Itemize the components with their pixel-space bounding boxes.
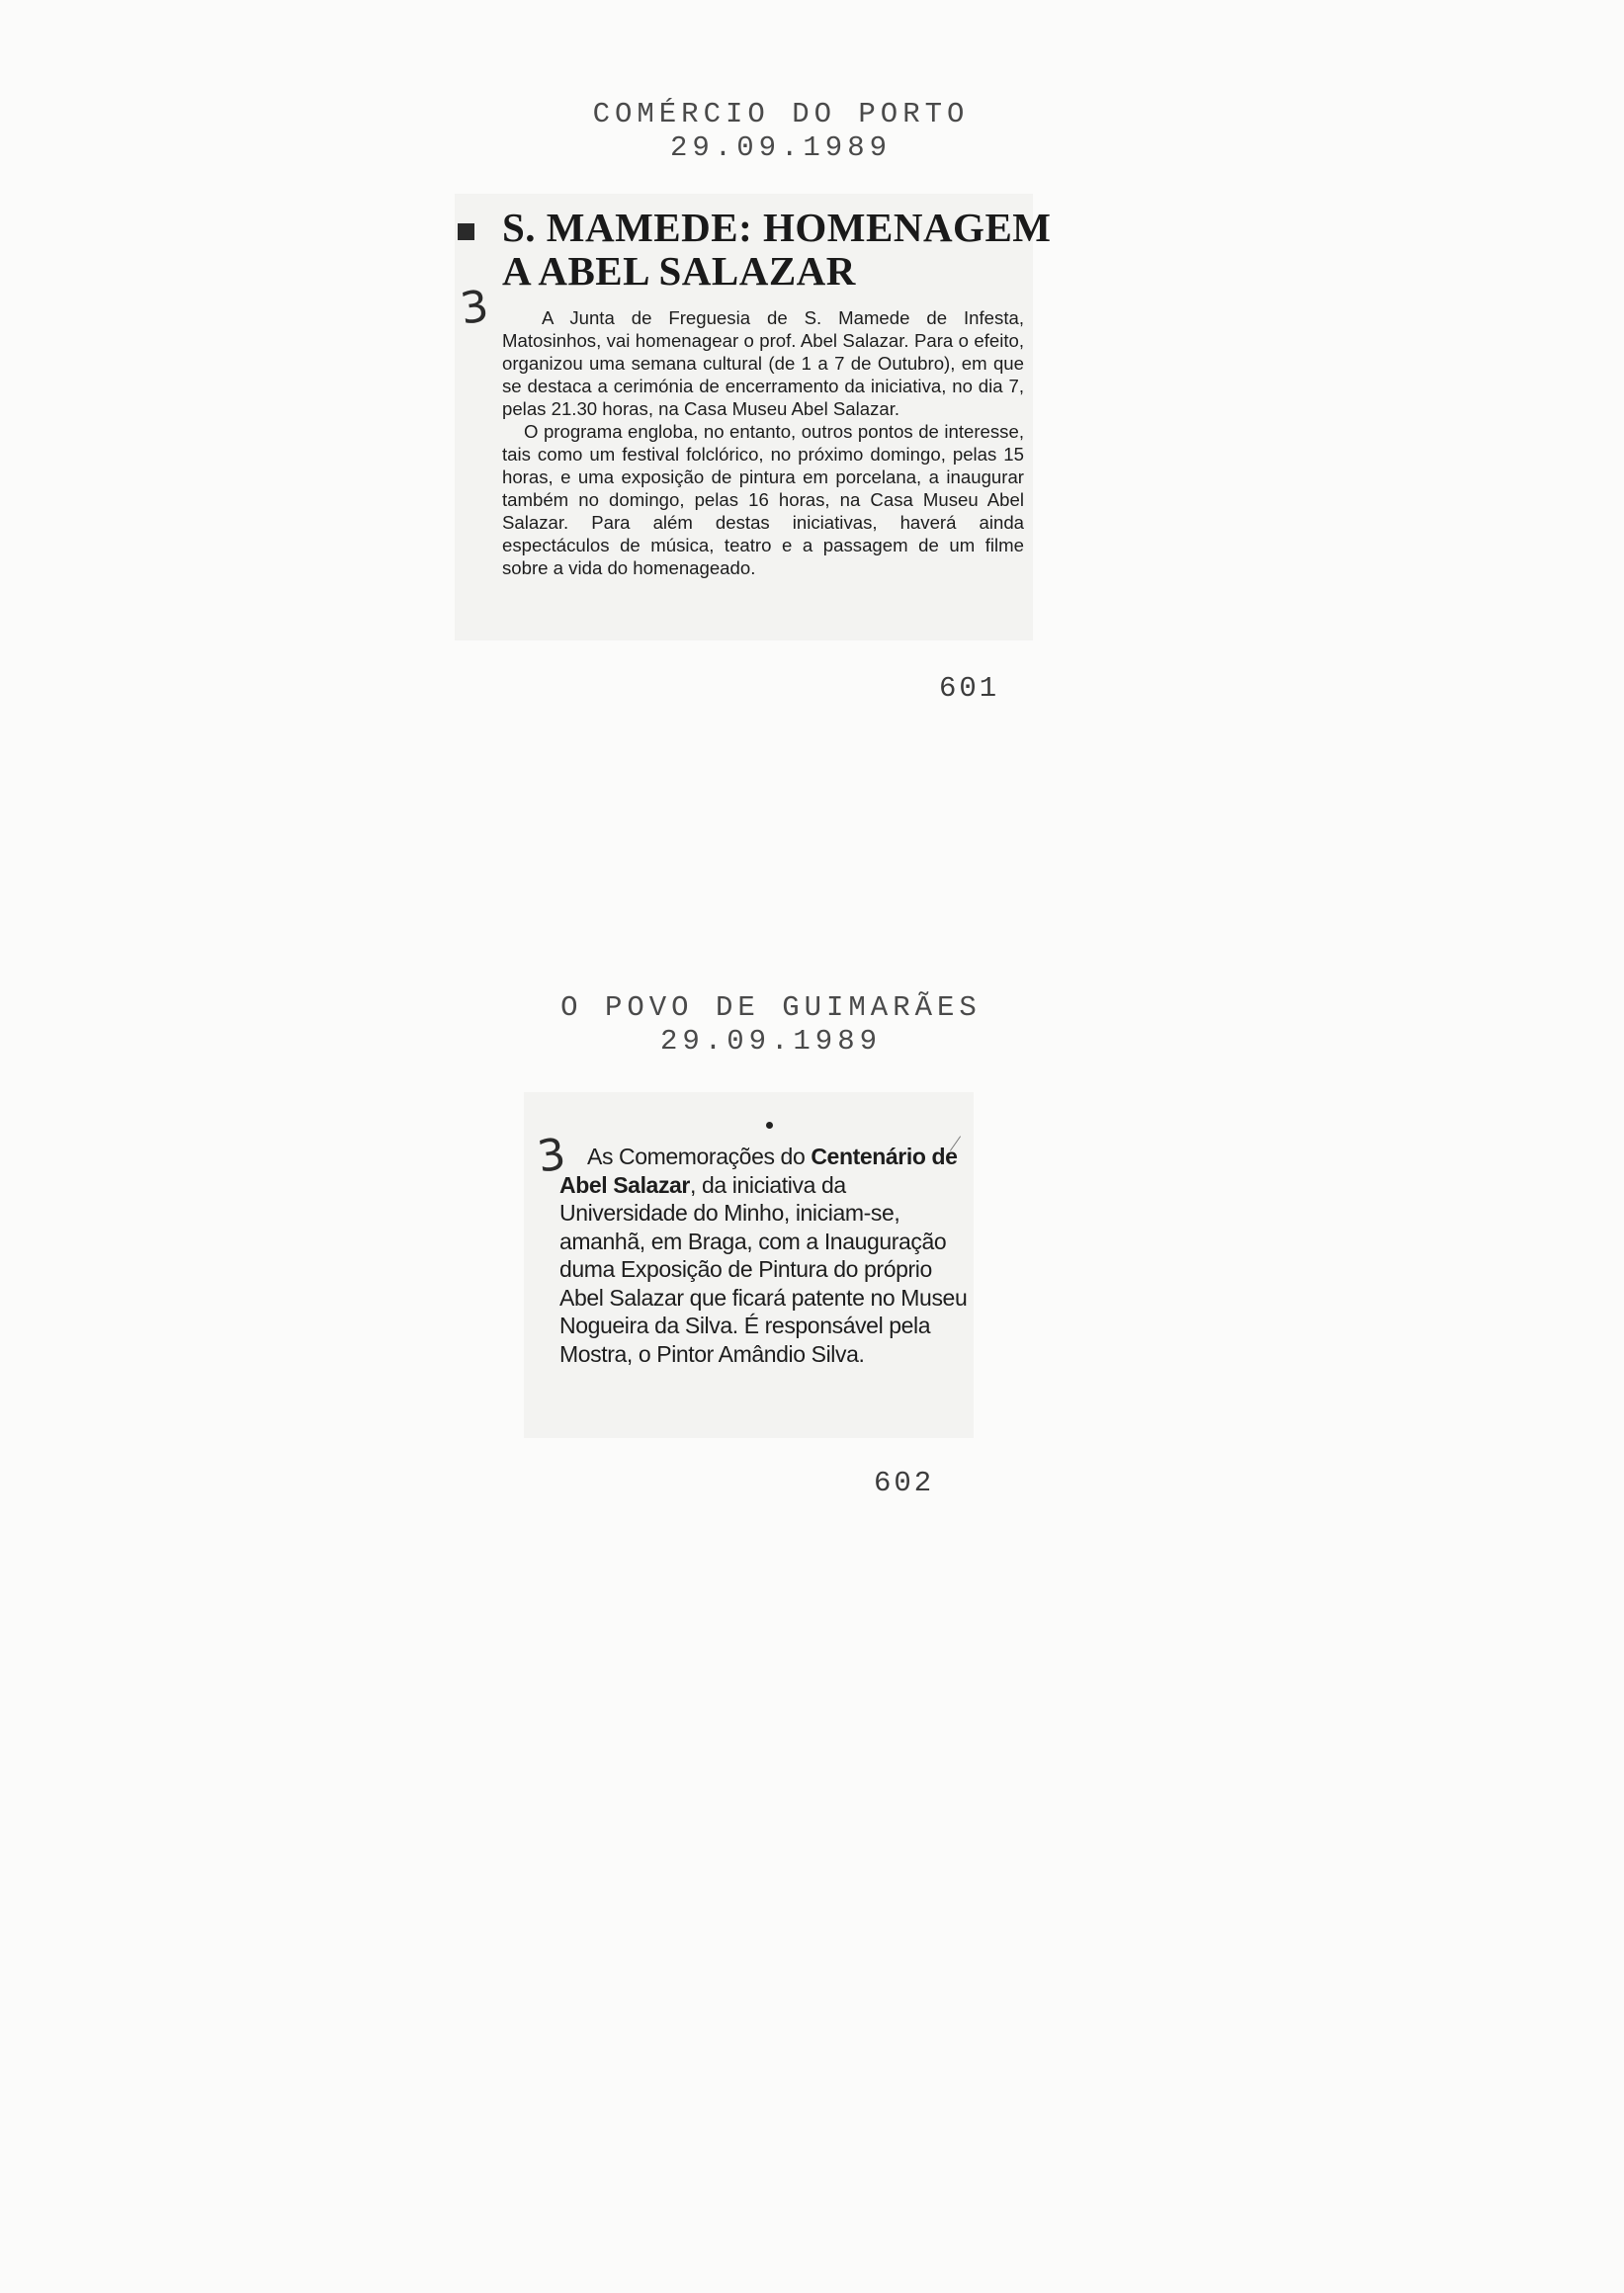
clipping-1-headline-line-2: A ABEL SALAZAR [502, 248, 856, 294]
page-number-601: 601 [939, 672, 1000, 705]
clipping-2-rest: , da iniciativa da Universidade do Minho, iniciam-se, amanhã, em Braga, com a Inauguração duma Exposição de Pintura do próprio Abel Salazar que ficará patente no Museu Nogueira da Silva. É responsável pela Mostra, o Pintor Amândio Silva. [559, 1171, 968, 1367]
clipping-1-paragraph-1: A Junta de Freguesia de S. Mamede de Infesta, Matosinhos, vai homenagear o prof. Abel Salazar. Para o efeito, organizou uma semana cultural (de 1 a 7 de Outubro), em que se destaca a cerimónia de encerramento da iniciativa, no dia 7, pelas 21.30 horas, na Casa Museu Abel Salazar. [502, 307, 1024, 419]
page-number-602: 602 [874, 1467, 935, 1499]
clipping-1-source: COMÉRCIO DO PORTO [592, 98, 970, 130]
clipping-1-headline-line-1: S. MAMEDE: HOMENAGEM [502, 205, 1052, 250]
clipping-1-paragraph-2: O programa engloba, no entanto, outros pontos de interesse, tais como um festival folclórico, no próximo domingo, pelas 15 horas, e uma exposição de pintura em porcelana, a inaugurar também no domingo, pelas 16 horas, na Casa Museu Abel Salazar. Para além destas iniciativas, haverá ainda espectáculos de música, teatro e a passagem de um filme sobre a vida do homenageado. [502, 421, 1024, 578]
clipping-2-date: 29.09.1989 [659, 1025, 883, 1058]
handwritten-mark-3: 3 [457, 281, 492, 335]
bullet-dot-icon [766, 1122, 773, 1129]
clipping-2-bold-title: Centenário de Abel Salazar [559, 1144, 958, 1198]
clipping-2-article-body [559, 1143, 975, 1368]
clipping-1-article-body [502, 306, 1024, 579]
clipping-2-intro: As Comemorações do [587, 1144, 812, 1169]
clipping-1-date: 29.09.1989 [669, 131, 893, 164]
handwritten-mark-3-second: 3 [534, 1129, 569, 1183]
headline-bullet-icon [458, 223, 474, 240]
clipping-2-source: O POVO DE GUIMARÃES [560, 991, 982, 1024]
